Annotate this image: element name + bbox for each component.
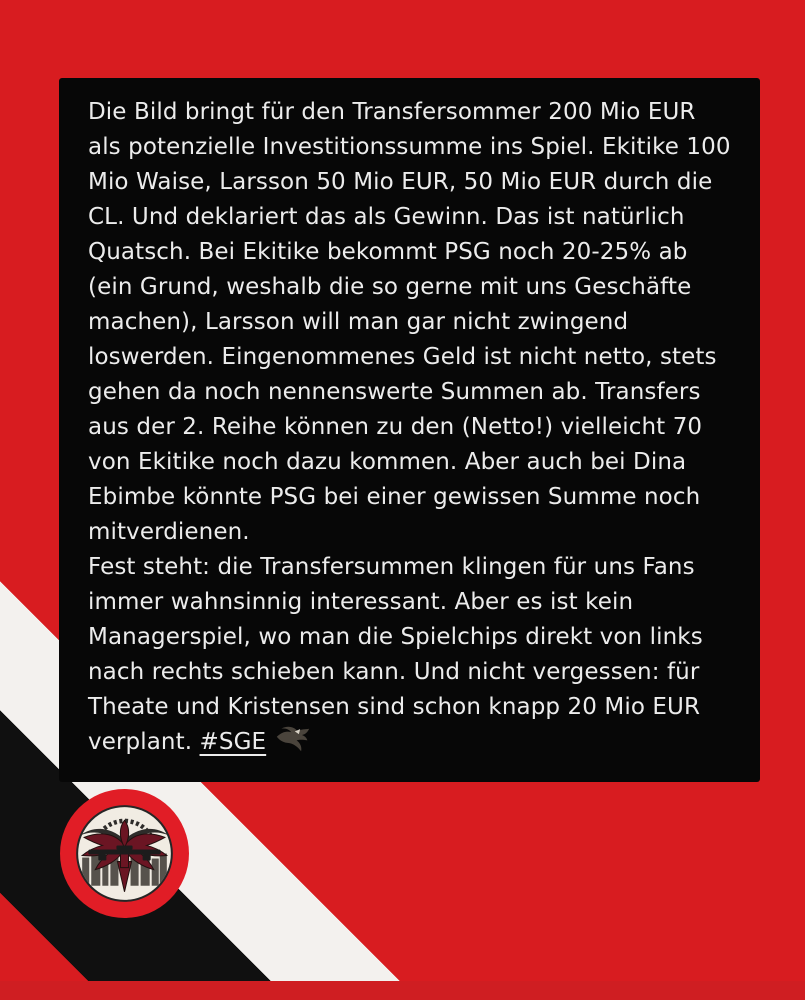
text-line: Ebimbe könnte PSG bei einer gewissen Summe noch [88,484,701,510]
text-line: Managerspiel, wo man die Spielchips direkt von links [88,624,703,650]
text-line: nach rechts schieben kann. Und nicht vergessen: für [88,659,700,685]
text-line: Die Bild bringt für den Transfersommer 200 Mio EUR [88,99,696,125]
text-line: loswerden. Eingenommenes Geld ist nicht netto, stets [88,344,717,370]
club-logo [58,787,191,920]
post-text [88,95,736,725]
bottom-red-band [0,981,805,1000]
text-line: mitverdienen. [88,519,250,545]
text-line: (ein Grund, weshalb die so gerne mit uns Geschäfte [88,274,692,300]
text-line: gehen da noch nennenswerte Summen ab. Transfers [88,379,701,405]
text-line: von Ekitike noch dazu kommen. Aber auch bei Dina [88,449,687,475]
hashtag-sge[interactable]: #SGE [199,729,267,755]
text-line: Mio Waise, Larsson 50 Mio EUR, 50 Mio EUR durch die [88,169,713,195]
logo-bar [88,849,161,854]
last-text-line [88,725,736,760]
text-line: aus der 2. Reihe können zu den (Netto!) vielleicht 70 [88,414,703,440]
text-line: Fest steht: die Transfersummen klingen für uns Fans [88,554,695,580]
text-line: als potenzielle Investitionssumme ins Spiel. Ekitike 100 [88,134,731,160]
eagle-emoji-icon [275,726,311,753]
text-line: CL. Und deklariert das als Gewinn. Das ist natürlich [88,204,685,230]
text-card [59,78,760,782]
text-line: Theate und Kristensen sind schon knapp 20 Mio EUR [88,694,701,720]
text-line: immer wahnsinnig interessant. Aber es ist kein [88,589,634,615]
text-line: machen), Larsson will man gar nicht zwingend [88,309,629,335]
text-line: Quatsch. Bei Ekitike bekommt PSG noch 20-25% ab [88,239,688,265]
last-line-text: verplant. [88,729,200,755]
